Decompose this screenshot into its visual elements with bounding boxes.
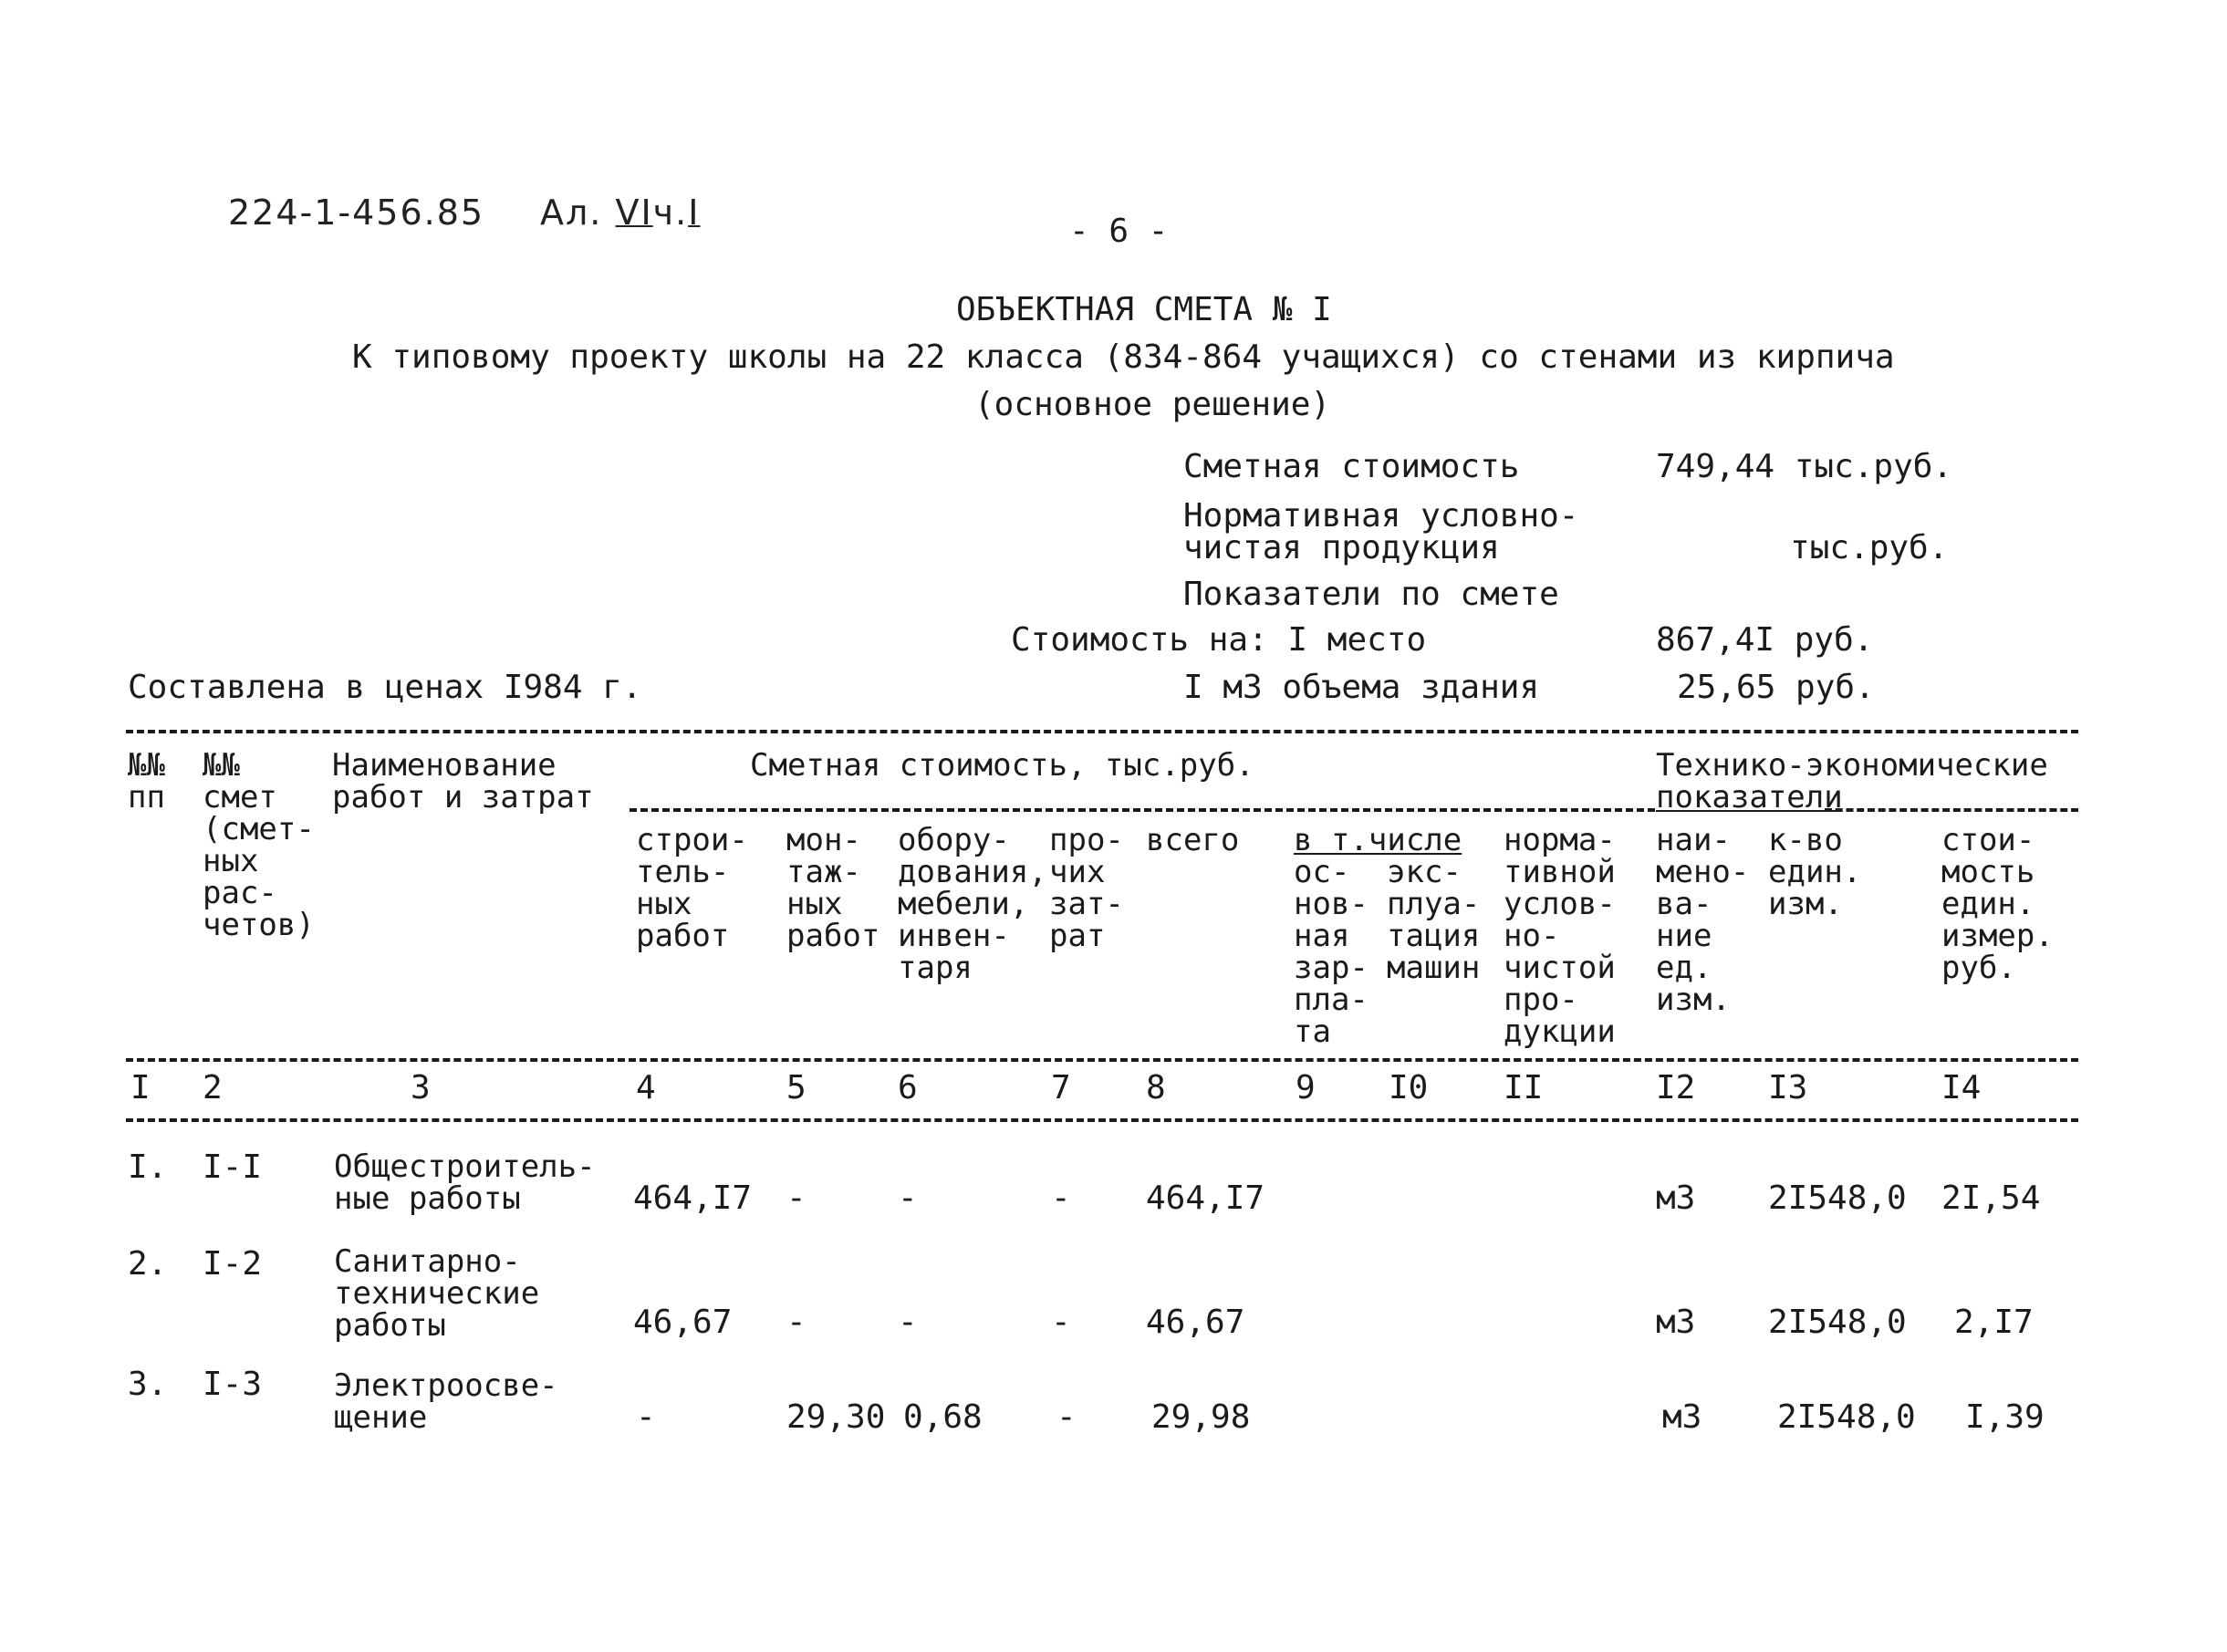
prices-note: Составлена в ценах I984 г. <box>128 669 642 706</box>
row-other: - <box>1051 1304 1071 1341</box>
album-volume: VI <box>615 192 653 233</box>
col-number-5: 5 <box>786 1069 807 1107</box>
cost-per-m3-label: I м3 объема здания <box>1183 669 1540 706</box>
row-total: 46,67 <box>1146 1304 1245 1341</box>
col-number-13: I3 <box>1768 1069 1808 1107</box>
row-quantity: 2I548,0 <box>1777 1398 1916 1436</box>
col-number-12: I2 <box>1656 1069 1696 1107</box>
header-including: в т.числе <box>1294 822 1462 858</box>
row-quantity: 2I548,0 <box>1768 1304 1907 1341</box>
header-col-10: экс- плуа- тация машин <box>1387 854 1481 986</box>
page-subtitle-solution: (основное решение) <box>974 386 1331 423</box>
estimated-cost-value: 749,44 тыс.руб. <box>1656 448 1953 485</box>
row-estimate: I-3 <box>203 1366 263 1403</box>
header-col-4: строи- тель- ных работ <box>636 822 748 954</box>
col-number-3: 3 <box>411 1069 431 1107</box>
row-name: Электроосве- щение <box>334 1367 558 1436</box>
header-col-8: всего <box>1146 822 1240 858</box>
header-tech-group: Технико-экономические показатели <box>1656 747 2048 816</box>
row-equipment: - <box>898 1179 918 1217</box>
row-other: - <box>1056 1398 1077 1436</box>
row-unit: м3 <box>1662 1398 1702 1436</box>
header-col-9: ос- нов- ная зар- пла- та <box>1294 854 1368 1050</box>
row-number: 3. <box>128 1366 168 1403</box>
header-col-11: норма- тивной услов- но- чистой про- дукции <box>1504 822 1616 1050</box>
estimated-cost-label: Сметная стоимость <box>1183 448 1520 485</box>
row-construction: - <box>636 1398 656 1436</box>
album-label: Ал. <box>540 192 603 233</box>
row-name: Санитарно- технические работы <box>334 1243 540 1344</box>
header-col-2: №№ смет (смет- ных рас- четов) <box>203 747 315 943</box>
page-title: ОБЪЕКТНАЯ СМЕТА № I <box>956 291 1332 328</box>
album-part: ч. <box>652 192 689 233</box>
row-unit: м3 <box>1656 1304 1696 1341</box>
header-col-13: к-во един. изм. <box>1768 822 1862 922</box>
col-number-7: 7 <box>1051 1069 1071 1107</box>
header-col-5: мон- таж- ных работ <box>786 822 880 954</box>
col-number-11: II <box>1504 1069 1544 1107</box>
row-unit: м3 <box>1656 1179 1696 1217</box>
col-number-14: I4 <box>1941 1069 1982 1107</box>
album-number: I <box>688 192 701 233</box>
row-number: I. <box>128 1148 168 1186</box>
row-estimate: I-2 <box>203 1245 263 1283</box>
row-equipment: 0,68 <box>903 1398 983 1436</box>
row-unit-cost: 2,I7 <box>1954 1304 2034 1341</box>
row-unit-cost: 2I,54 <box>1941 1179 2041 1217</box>
col-number-8: 8 <box>1146 1069 1166 1107</box>
col-number-9: 9 <box>1296 1069 1316 1107</box>
page-subtitle: К типовому проекту школы на 22 класса (834-864 учащихся) со стенами из кирпича <box>352 338 1895 376</box>
header-col-12: наи- мено- ва- ние ед. изм. <box>1656 822 1750 1018</box>
header-cost-group: Сметная стоимость, тыс.руб. <box>750 747 1254 784</box>
row-quantity: 2I548,0 <box>1768 1179 1907 1217</box>
cost-per-place-value: 867,4I руб. <box>1656 621 1874 659</box>
row-total: 29,98 <box>1151 1398 1251 1436</box>
col-number-4: 4 <box>636 1069 656 1107</box>
header-col-1: №№ пп <box>128 747 165 816</box>
header-col-7: про- чих зат- рат <box>1049 822 1124 954</box>
row-construction: 46,67 <box>633 1304 733 1341</box>
column-numbers-rule <box>126 1118 2078 1122</box>
table-top-rule <box>126 730 2078 733</box>
normative-product-label-2: чистая продукция <box>1183 529 1500 566</box>
row-installation: - <box>786 1304 807 1341</box>
col-number-1: I <box>130 1069 151 1107</box>
header-col-6: обору- дования, мебели, инвен- таря <box>898 822 1047 986</box>
col-number-6: 6 <box>898 1069 918 1107</box>
document-code: 224-1-456.85 <box>228 192 485 233</box>
row-total: 464,I7 <box>1146 1179 1265 1217</box>
cost-per-m3-value: 25,65 руб. <box>1677 669 1875 706</box>
row-other: - <box>1051 1179 1071 1217</box>
normative-product-label: Нормативная условно- <box>1183 497 1579 535</box>
col-number-10: I0 <box>1389 1069 1429 1107</box>
row-estimate: I-I <box>203 1148 263 1186</box>
row-installation: - <box>786 1179 807 1217</box>
normative-product-unit: тыс.руб. <box>1790 529 1949 566</box>
page-number: - 6 - <box>1069 213 1169 250</box>
row-name: Общестроитель- ные работы <box>334 1148 596 1217</box>
row-unit-cost: I,39 <box>1965 1398 2045 1436</box>
col-number-2: 2 <box>203 1069 223 1107</box>
header-bottom-rule <box>126 1058 2078 1062</box>
row-equipment: - <box>898 1304 918 1341</box>
row-number: 2. <box>128 1245 168 1283</box>
album-reference <box>540 192 701 233</box>
row-installation: 29,30 <box>786 1398 886 1436</box>
header-col-14: стои- мость един. измер. руб. <box>1941 822 2054 986</box>
row-construction: 464,I7 <box>633 1179 753 1217</box>
cost-per-place-label: Стоимость на: I место <box>1011 621 1427 659</box>
cost-group-rule <box>630 808 1655 812</box>
header-col-3: Наименование работ и затрат <box>332 747 594 816</box>
indicators-label: Показатели по смете <box>1183 576 1559 613</box>
